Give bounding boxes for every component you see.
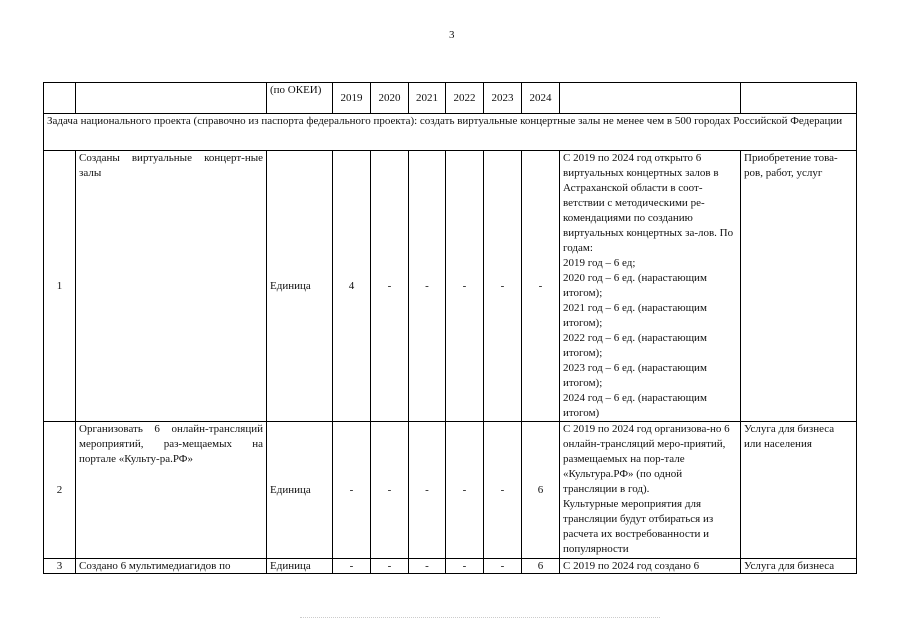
scan-artifact xyxy=(300,617,660,620)
header-year-2024: 2024 xyxy=(522,83,560,114)
unit-cell: Единица xyxy=(267,422,333,559)
header-cell-note xyxy=(560,83,741,114)
value-2021: - xyxy=(409,559,446,574)
result-type: Услуга для бизнеса xyxy=(741,559,857,574)
unit-cell: Единица xyxy=(267,559,333,574)
row-number: 2 xyxy=(44,422,76,559)
task-row xyxy=(44,114,857,151)
row-number: 1 xyxy=(44,151,76,422)
value-2021: - xyxy=(409,151,446,422)
value-2019: 4 xyxy=(333,151,371,422)
unit-cell: Единица xyxy=(267,151,333,422)
header-year-2020: 2020 xyxy=(371,83,409,114)
page-number: 3 xyxy=(449,29,455,41)
result-note: С 2019 по 2024 год создано 6 xyxy=(560,559,741,574)
row-number: 3 xyxy=(44,559,76,574)
value-2022: - xyxy=(446,422,484,559)
header-year-2021: 2021 xyxy=(409,83,446,114)
value-2022: - xyxy=(446,151,484,422)
header-year-2019: 2019 xyxy=(333,83,371,114)
value-2024: - xyxy=(522,151,560,422)
project-results-table xyxy=(43,82,857,574)
value-2020: - xyxy=(371,151,409,422)
header-cell-number xyxy=(44,83,76,114)
table-row xyxy=(44,422,857,559)
header-cell-unit: (по ОКЕИ) xyxy=(267,83,333,114)
result-note: С 2019 по 2024 год открыто 6 виртуальных концертных залов в Астраханской области в соот-ветствии с методическими ре-комендациями по созданию виртуальных концертных за-лов. По годам: 2019 год – 6 ед; 2020 год – 6 ед. (нарастающим итогом); 2021 год – 6 ед. (нарастающим итогом); 2022 год – 6 ед. (нарастающим итогом); 2023 год – 6 ед. (нарастающим итогом); 2024 год – 6 ед. (нарастающим итогом) xyxy=(560,151,741,422)
result-name: Организовать 6 онлайн-трансляций мероприятий, раз-мещаемых на портале «Культу-ра.РФ» xyxy=(76,422,267,559)
header-cell-type xyxy=(741,83,857,114)
task-text: Задача национального проекта (справочно из паспорта федерального проекта): создать виртуальные концертные залы не менее чем в 500 городах Российской Федерации xyxy=(44,114,857,151)
value-2019: - xyxy=(333,559,371,574)
header-year-2023: 2023 xyxy=(484,83,522,114)
result-note: С 2019 по 2024 год организова-но 6 онлайн-трансляций меро-приятий, размещаемых на пор-тале «Культура.РФ» (по одной трансляции в год). Культурные мероприятия для трансляции будут отбираться из расчета их востребованности и популярности xyxy=(560,422,741,559)
value-2019: - xyxy=(333,422,371,559)
value-2020: - xyxy=(371,422,409,559)
header-cell-name xyxy=(76,83,267,114)
value-2024: 6 xyxy=(522,422,560,559)
value-2022: - xyxy=(446,559,484,574)
value-2020: - xyxy=(371,559,409,574)
value-2021: - xyxy=(409,422,446,559)
result-type: Услуга для бизнеса или населения xyxy=(741,422,857,559)
value-2023: - xyxy=(484,422,522,559)
value-2024: 6 xyxy=(522,559,560,574)
value-2023: - xyxy=(484,559,522,574)
table-row xyxy=(44,559,857,574)
result-name: Создано 6 мультимедиагидов по xyxy=(76,559,267,574)
value-2023: - xyxy=(484,151,522,422)
table-row xyxy=(44,151,857,422)
result-type: Приобретение това-ров, работ, услуг xyxy=(741,151,857,422)
table-header-row xyxy=(44,83,857,114)
result-name: Созданы виртуальные концерт-ные залы xyxy=(76,151,267,422)
header-year-2022: 2022 xyxy=(446,83,484,114)
